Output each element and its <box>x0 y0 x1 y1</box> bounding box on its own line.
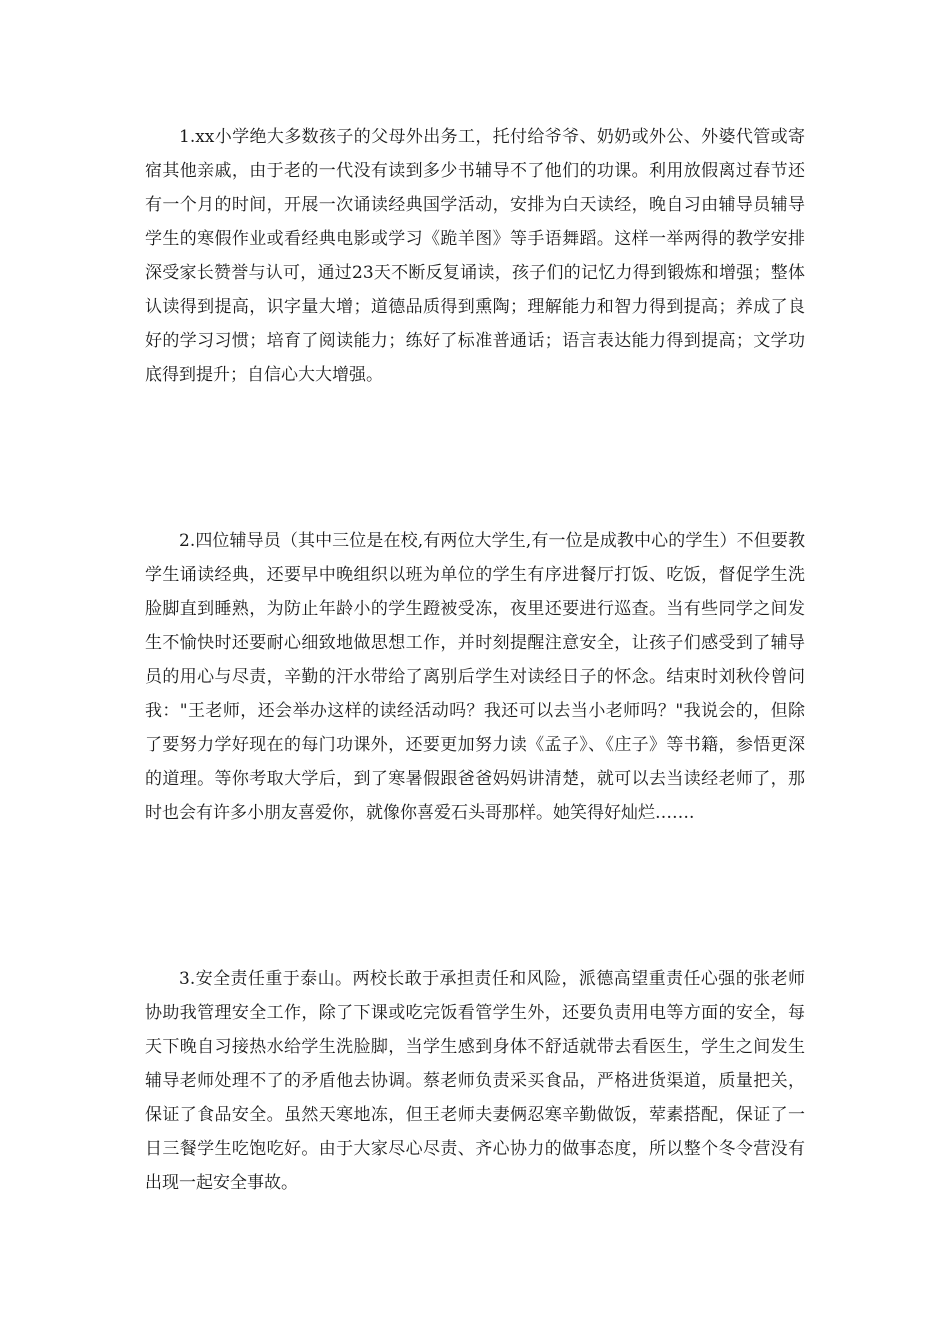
paragraph-2: 2.四位辅导员（其中三位是在校,有两位大学生,有一位是成教中心的学生）不但要教学生诵读经典，还要早中晚组织以班为单位的学生有序进餐厅打饭、吃饭，督促学生洗脸脚直到睡熟，为防止年龄小的学生蹬被受冻，夜里还要进行巡查。当有些同学之间发生不愉快时还要耐心细致地做思想工作，并时刻提醒注意安全，让孩子们感受到了辅导员的用心与尽责，辛勤的汗水带给了离别后学生对读经日子的怀念。结束时刘秋伶曾问我："王老师，还会举办这样的读经活动吗？我还可以去当小老师吗？"我说会的，但除了要努力学好现在的每门功课外，还要更加努力读《孟子》、《庄子》等书籍，参悟更深的道理。等你考取大学后，到了寒暑假跟爸爸妈妈讲清楚，就可以去当读经老师了，那时也会有许多小朋友喜爱你，就像你喜爱石头哥那样。她笑得好灿烂……. <box>145 531 805 823</box>
paragraph-3: 3.安全责任重于泰山。两校长敢于承担责任和风险，派德高望重责任心强的张老师协助我管理安全工作，除了下课或吃完饭看管学生外，还要负责用电等方面的安全，每天下晚自习接热水给学生洗脸脚，当学生感到身体不舒适就带去看医生，学生之间发生辅导老师处理不了的矛盾他去协调。蔡老师负责采买食品，严格进货渠道，质量把关，保证了食品安全。虽然天寒地冻，但王老师夫妻俩忍寒辛勤做饭，荤素搭配，保证了一日三餐学生吃饱吃好。由于大家尽心尽责、齐心协力的做事态度，所以整个冬令营没有出现一起安全事故。 <box>145 969 805 1193</box>
paragraph-1: 1.xx小学绝大多数孩子的父母外出务工，托付给爷爷、奶奶或外公、外婆代管或寄宿其他亲戚，由于老的一代没有读到多少书辅导不了他们的功课。利用放假离过春节还有一个月的时间，开展一次诵读经典国学活动，安排为白天读经，晚自习由辅导员辅导学生的寒假作业或看经典电影或学习《跪羊图》等手语舞蹈。这样一举两得的教学安排深受家长赞誉与认可，通过23天不断反复诵读，孩子们的记忆力得到锻炼和增强；整体认读得到提高，识字量大增；道德品质得到熏陶；理解能力和智力得到提高；养成了良好的学习习惯；培育了阅读能力；练好了标准普通话；语言表达能力得到提高；文学功底得到提升；自信心大大增强。 <box>145 127 805 385</box>
